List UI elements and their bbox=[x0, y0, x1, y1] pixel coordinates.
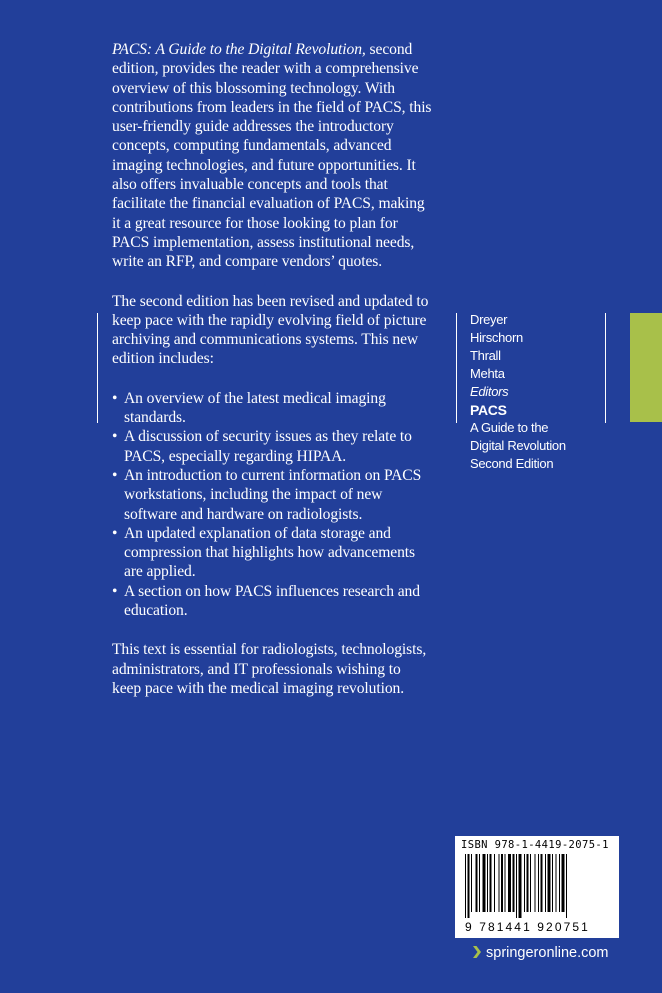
barcode-number: 9 781441 920751 bbox=[465, 920, 590, 934]
barcode-bar bbox=[494, 854, 495, 912]
barcode-bar bbox=[548, 854, 551, 912]
barcode-bar bbox=[552, 854, 553, 912]
barcode-bar bbox=[535, 854, 536, 912]
edition-label: Second Edition bbox=[470, 456, 554, 471]
barcode-bar bbox=[476, 854, 478, 912]
author-name: Thrall bbox=[470, 348, 501, 363]
barcode-bar bbox=[538, 854, 539, 912]
second-paragraph: The second edition has been revised and updated to keep pace with the rapidly evolving field of picture archiving and communications systems. This new edition includes: bbox=[112, 292, 429, 368]
barcode-bar bbox=[530, 854, 531, 912]
barcode-bar bbox=[505, 854, 506, 912]
author-name: Dreyer bbox=[470, 312, 508, 327]
barcode-bar bbox=[483, 854, 486, 912]
barcode-bar bbox=[566, 854, 567, 918]
left-divider bbox=[97, 313, 98, 423]
barcode-bar bbox=[487, 854, 488, 912]
spine-info bbox=[470, 311, 610, 473]
barcode-bar bbox=[516, 854, 517, 918]
barcode-bar bbox=[479, 854, 480, 912]
barcode-bar bbox=[499, 854, 500, 912]
website-text: springeronline.com bbox=[486, 945, 609, 961]
bullet-icon: • bbox=[112, 524, 118, 542]
barcode-bar bbox=[527, 854, 529, 912]
spine-left-divider bbox=[456, 313, 457, 423]
book-title-italic: PACS: A Guide to the Digital Revolution, bbox=[112, 41, 366, 58]
author-name: Mehta bbox=[470, 366, 505, 381]
barcode-bar bbox=[519, 854, 522, 918]
barcode-bar bbox=[524, 854, 525, 912]
list-item: • A section on how PACS influences research and education. bbox=[112, 582, 420, 620]
barcode-bar bbox=[465, 854, 466, 918]
list-item: • An overview of the latest medical imaging standards. bbox=[112, 389, 386, 427]
list-item: • An introduction to current information on PACS workstations, including the impact of new software and hardware on radiologists. bbox=[112, 466, 422, 523]
barcode-bar bbox=[513, 854, 515, 912]
bullet-icon: • bbox=[112, 466, 118, 484]
barcode-bar bbox=[471, 854, 472, 912]
bullet-icon: • bbox=[112, 389, 118, 407]
barcode-bar bbox=[490, 854, 492, 912]
website-link[interactable] bbox=[473, 945, 609, 961]
barcode-icon bbox=[463, 854, 611, 918]
closing-paragraph: This text is essential for radiologists, technologists, administrators, and IT professionals wishing to keep pace with the medical imaging revolution. bbox=[112, 641, 427, 697]
intro-paragraph bbox=[112, 40, 432, 272]
book-title: PACS bbox=[470, 402, 507, 418]
list-item: • An updated explanation of data storage and compression that highlights how advancements are applied. bbox=[112, 524, 415, 581]
green-accent-bar bbox=[630, 313, 662, 422]
subtitle-line: A Guide to the bbox=[470, 420, 549, 435]
isbn-text: ISBN 978-1-4419-2075-1 bbox=[461, 839, 609, 851]
barcode-bar bbox=[562, 854, 565, 912]
chevron-right-icon bbox=[473, 946, 481, 958]
author-name: Hirschorn bbox=[470, 330, 523, 345]
isbn-barcode bbox=[455, 836, 619, 938]
features-list bbox=[112, 389, 432, 621]
barcode-bar bbox=[508, 854, 511, 912]
description-block bbox=[112, 40, 432, 698]
barcode-bar bbox=[501, 854, 503, 912]
barcode-bar bbox=[559, 854, 560, 912]
barcode-bar bbox=[541, 854, 543, 912]
subtitle-line: Digital Revolution bbox=[470, 438, 566, 453]
bullet-icon: • bbox=[112, 428, 118, 446]
bullet-icon: • bbox=[112, 582, 118, 600]
barcode-bar bbox=[468, 854, 470, 918]
intro-text: second edition, provides the reader with a comprehensive overview of this blossoming technology. With contributions from leaders in the field of PACS, this user-friendly guide addresses the introductory concepts, computing fundamentals, advanced imaging technologies, and future opportunities. It also offers invaluable concepts and tools that facilitate the financial evaluation of PACS, making it a great resource for those looking to plan for PACS implementation, assess institutional needs, write an RFP, and compare vendors’ quotes. bbox=[112, 41, 432, 271]
editors-label: Editors bbox=[470, 384, 509, 399]
list-item: • A discussion of security issues as they relate to PACS, especially regarding HIPAA. bbox=[112, 428, 412, 465]
barcode-bar bbox=[556, 854, 557, 912]
barcode-bar bbox=[545, 854, 546, 912]
